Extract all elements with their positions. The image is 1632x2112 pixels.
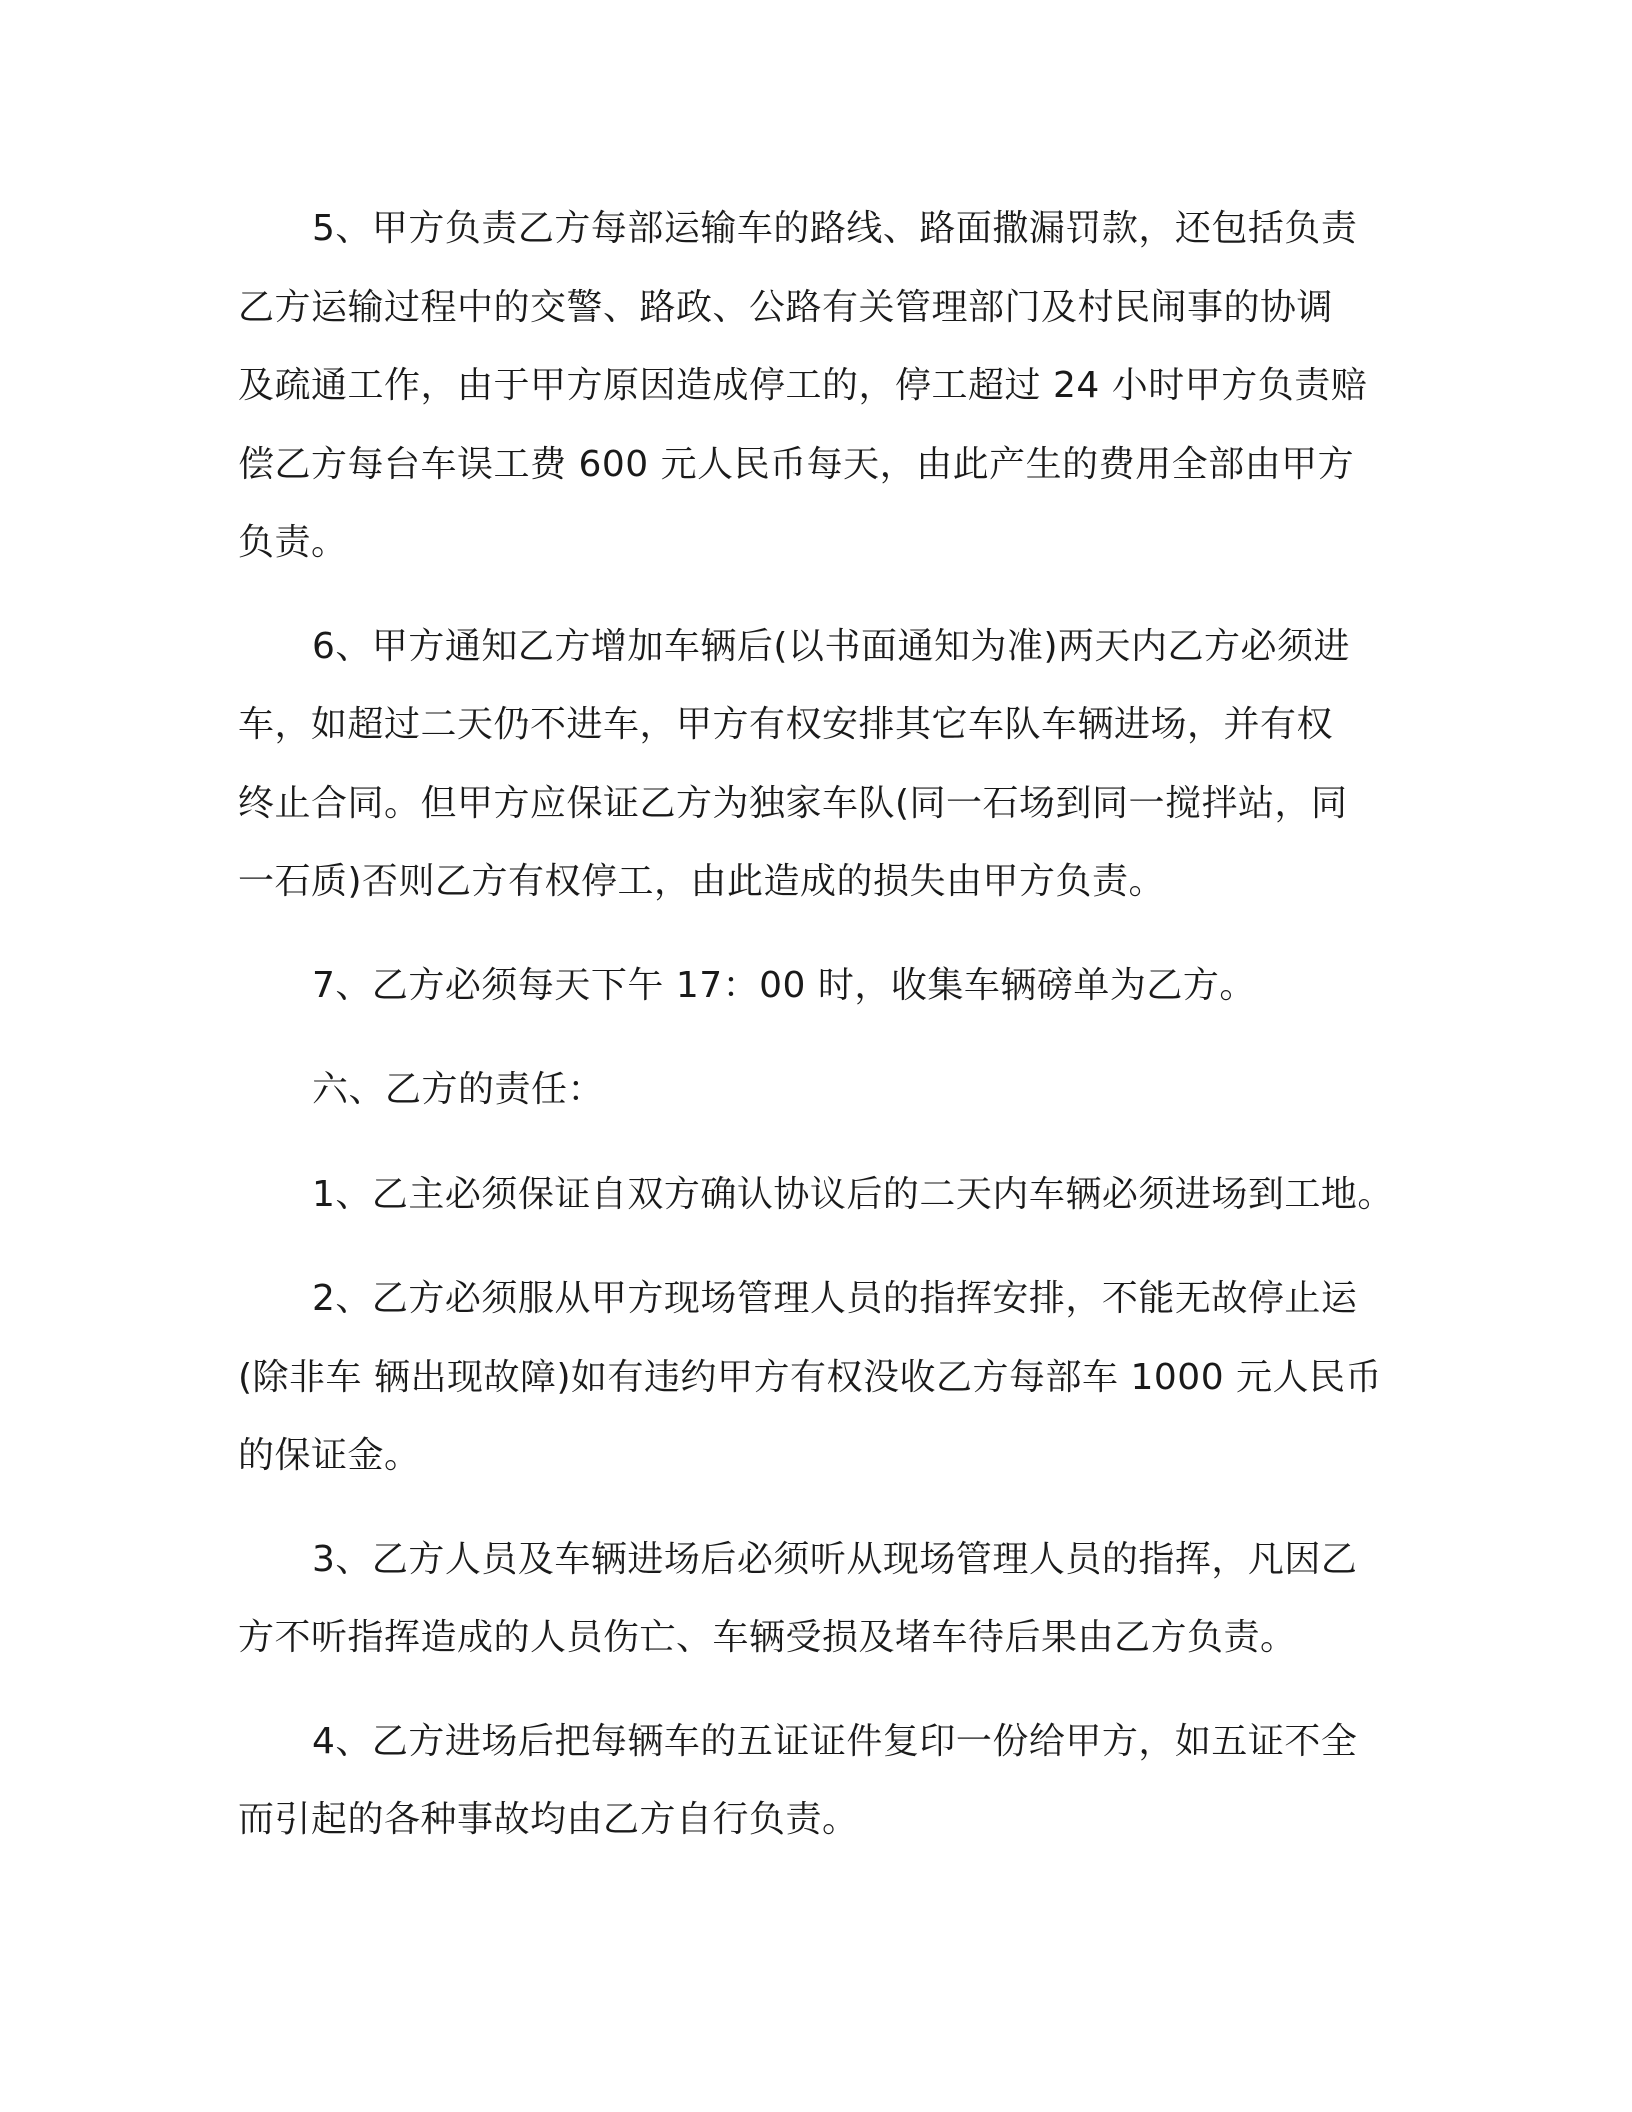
text-line: 六、乙方的责任： <box>312 1069 605 1110</box>
text-line: 及疏通工作，由于甲方原因造成停工的，停工超过 24 小时甲方负责赔 <box>238 365 1368 406</box>
text-line: 3、乙方人员及车辆进场后必须听从现场管理人员的指挥，凡因乙 <box>312 1538 1358 1580</box>
document-body <box>238 190 1398 1860</box>
text-line: 5、甲方负责乙方每部运输车的路线、路面撒漏罚款，还包括负责 <box>312 208 1358 249</box>
paragraph-b1-enter-site <box>238 1156 1398 1235</box>
paragraph-b3-follow-instructions <box>238 1521 1398 1678</box>
text-line: 终止合同。但甲方应保证乙方为独家车队(同一石场到同一搅拌站，同 <box>238 782 1348 824</box>
text-line: 负责。 <box>238 522 348 563</box>
paragraph-7-weigh-slips <box>238 947 1398 1026</box>
paragraph-b2-obey-management <box>238 1260 1398 1496</box>
text-line: 一石质)否则乙方有权停工，由此造成的损失由甲方负责。 <box>238 861 1166 902</box>
text-line: 的保证金。 <box>238 1435 421 1476</box>
text-line: 车，如超过二天仍不进车，甲方有权安排其它车队车辆进场，并有权 <box>238 704 1334 745</box>
text-line: 7、乙方必须每天下午 17：00 时，收集车辆磅单为乙方。 <box>312 964 1256 1006</box>
text-line: 偿乙方每台车误工费 600 元人民币每天，由此产生的费用全部由甲方 <box>238 443 1355 485</box>
text-line: 而引起的各种事故均由乙方自行负责。 <box>238 1799 859 1840</box>
text-line: 乙方运输过程中的交警、路政、公路有关管理部门及村民闹事的协调 <box>238 286 1334 328</box>
paragraph-b4-five-certificates <box>238 1703 1398 1860</box>
text-line: 6、甲方通知乙方增加车辆后(以书面通知为准)两天内乙方必须进 <box>312 625 1350 667</box>
text-line: 1、乙主必须保证自双方确认协议后的二天内车辆必须进场到工地。 <box>312 1173 1394 1215</box>
section-heading-party-b-duties <box>238 1051 1398 1130</box>
text-line: (除非车 辆出现故障)如有违约甲方有权没收乙方每部车 1000 元人民币 <box>238 1356 1383 1398</box>
text-line: 2、乙方必须服从甲方现场管理人员的指挥安排，不能无故停止运 <box>312 1278 1358 1319</box>
text-line: 4、乙方进场后把每辆车的五证证件复印一份给甲方，如五证不全 <box>312 1720 1358 1762</box>
text-line: 方不听指挥造成的人员伤亡、车辆受损及堵车待后果由乙方负责。 <box>238 1617 1297 1658</box>
paragraph-5-party-a-fines <box>238 190 1398 583</box>
paragraph-6-add-vehicles <box>238 608 1398 922</box>
